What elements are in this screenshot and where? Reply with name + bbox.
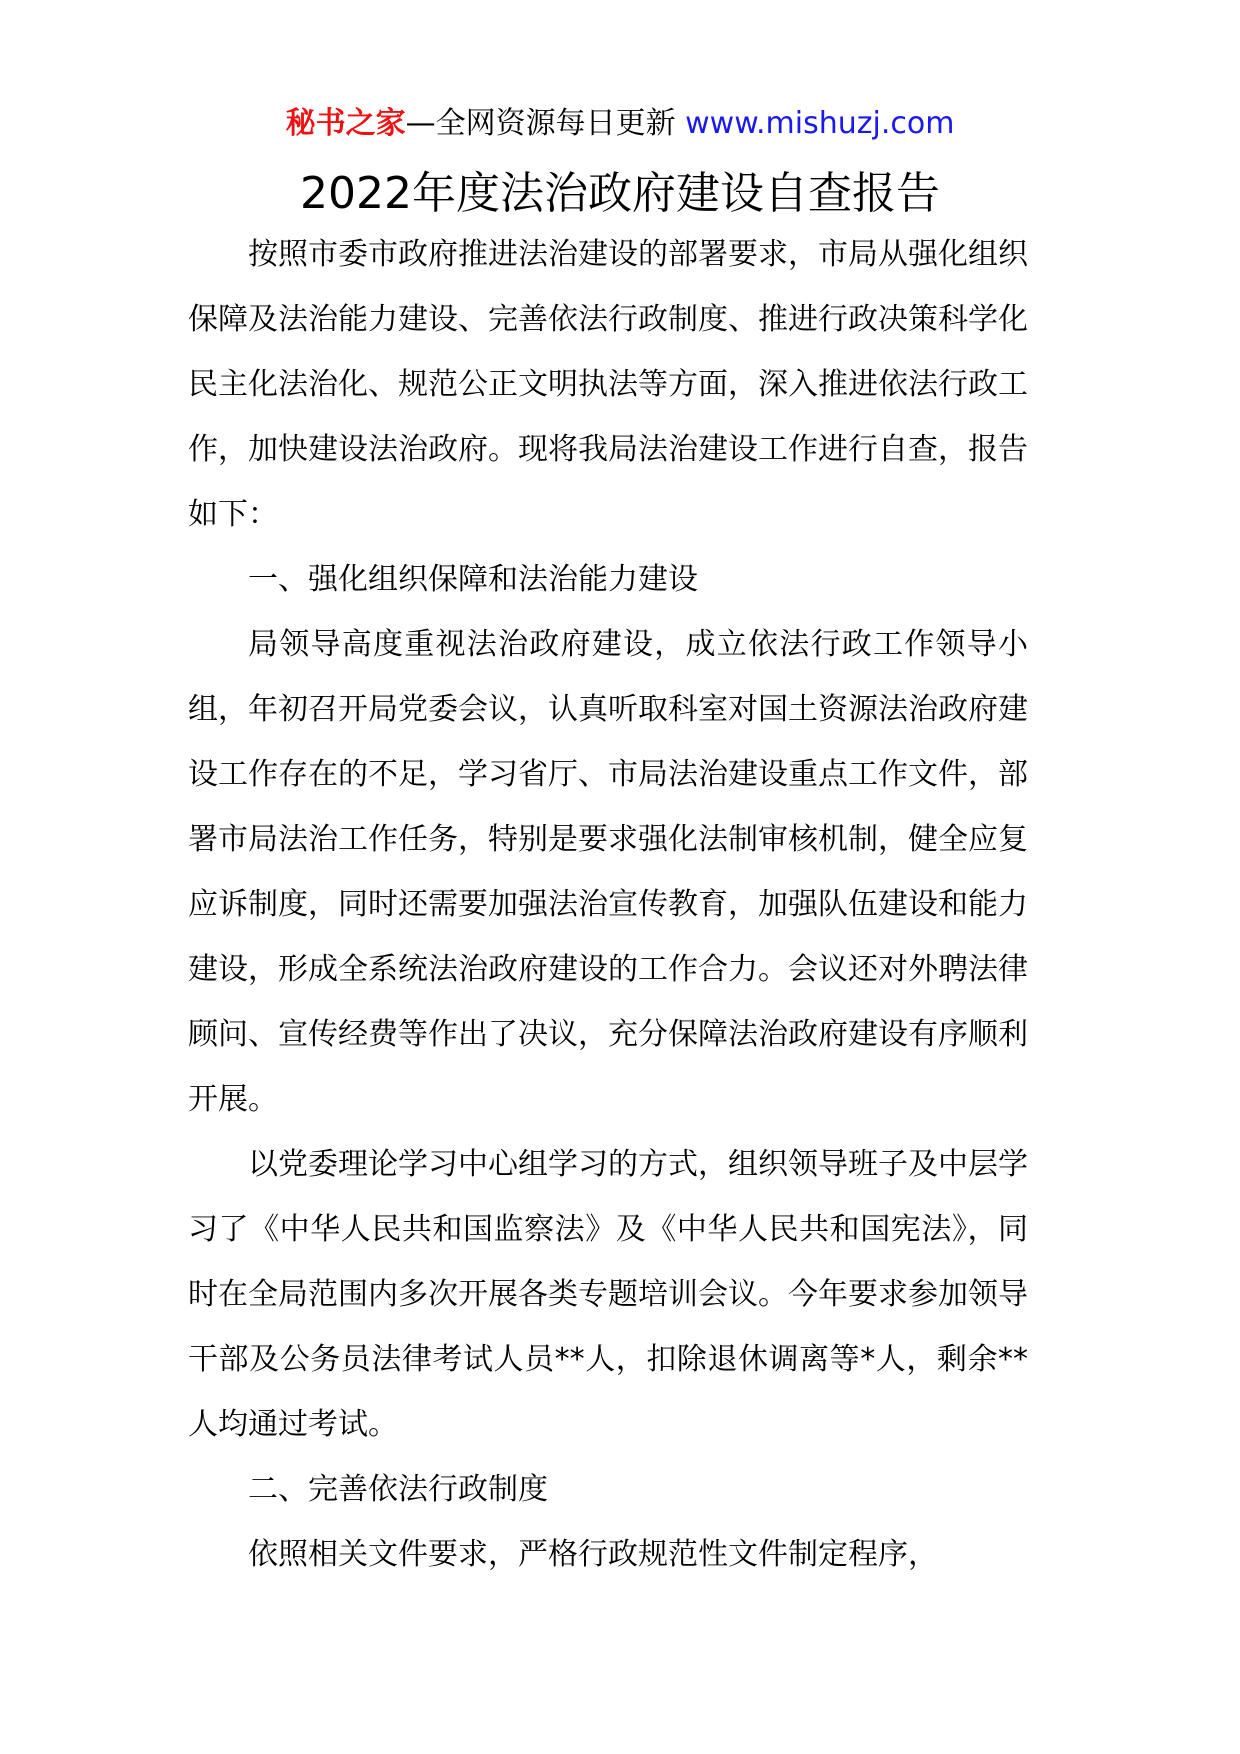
- brand-name: 秘书之家: [285, 106, 406, 141]
- intro-paragraph: 按照市委市政府推进法治建设的部署要求，市局从强化组织保障及法治能力建设、完善依法行政制度、推进行政决策科学化民主化法治化、规范公正文明执法等方面，深入推进依法行政工作，加快建设法治政府。现将我局法治建设工作进行自查，报告如下：: [188, 237, 1028, 532]
- section-1-paragraph-1: 局领导高度重视法治政府建设，成立依法行政工作领导小组，年初召开局党委会议，认真听取科室对国土资源法治政府建设工作存在的不足，学习省厅、市局法治建设重点工作文件，部署市局法治工作任务，特别是要求强化法制审核机制，健全应复应诉制度，同时还需要加强法治宣传教育，加强队伍建设和能力建设，形成全系统法治政府建设的工作合力。会议还对外聘法律顾问、宣传经费等作出了决议，充分保障法治政府建设有序顺利开展。: [188, 627, 1028, 1117]
- document-title: 2022年度法治政府建设自查报告: [300, 168, 940, 219]
- section-2-paragraph-1: 依照相关文件要求，严格行政规范性文件制定程序，: [248, 1537, 938, 1572]
- site-url-link[interactable]: www.mishuzj.com: [685, 106, 955, 141]
- section-1-heading: 一、强化组织保障和法治能力建设: [248, 562, 698, 597]
- header-slogan: —全网资源每日更新: [405, 106, 676, 141]
- section-1-paragraph-2: 以党委理论学习中心组学习的方式，组织领导班子及中层学习了《中华人民共和国监察法》及《中华人民共和国宪法》，同时在全局范围内多次开展各类专题培训会议。今年要求参加领导干部及公务员法律考试人员**人，扣除退休调离等*人，剩余**人均通过考试。: [188, 1147, 1028, 1442]
- document-body: [188, 222, 1028, 1587]
- section-2-heading: 二、完善依法行政制度: [248, 1472, 548, 1507]
- site-header: [0, 102, 1240, 146]
